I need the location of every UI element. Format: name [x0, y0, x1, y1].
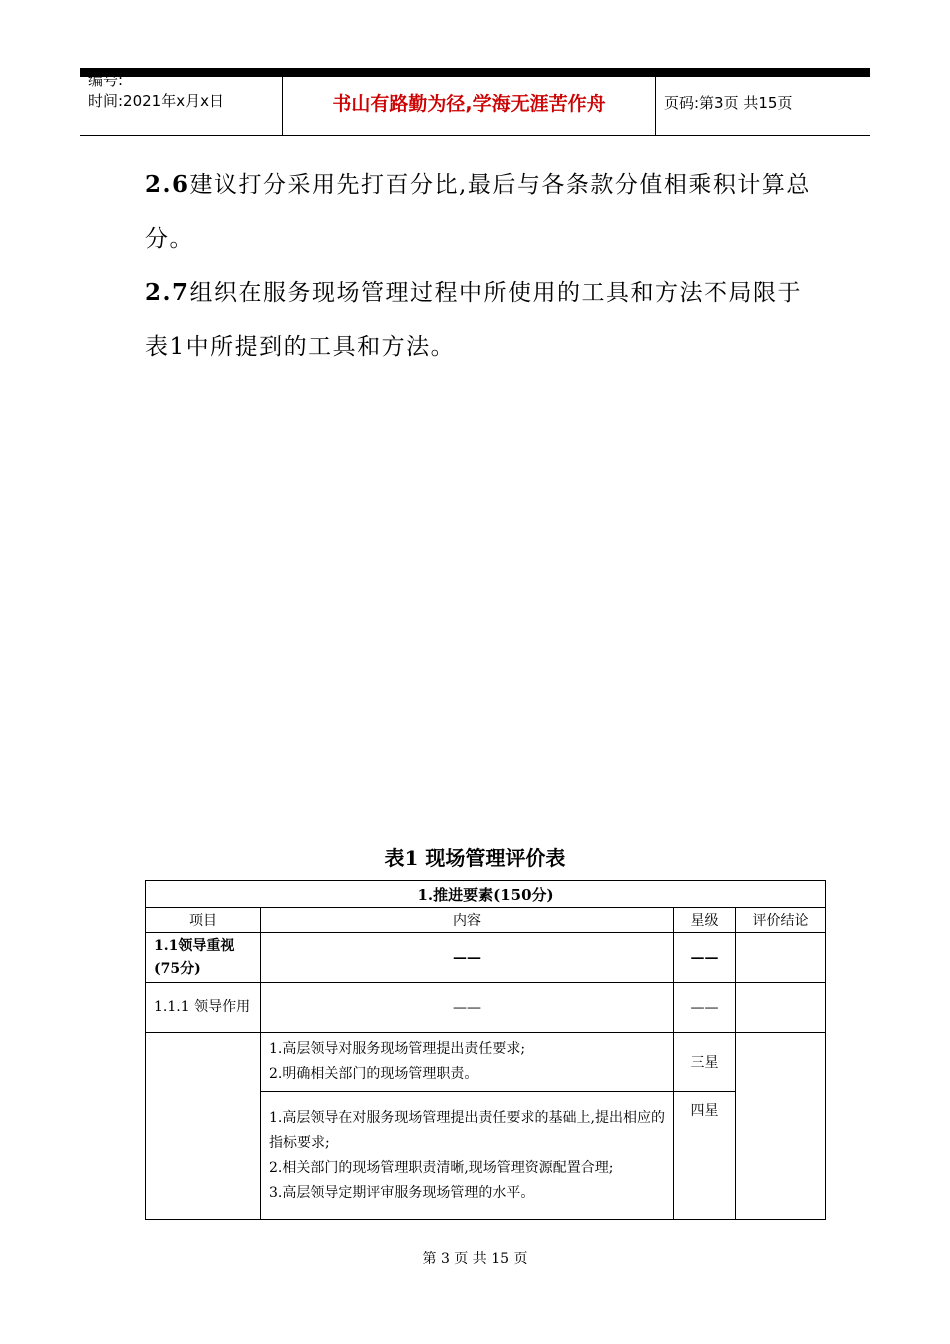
header-divider	[282, 68, 283, 136]
paragraph-text: 组织在服务现场管理过程中所使用的工具和方法不局限于表1中所提到的工具和方法。	[145, 280, 803, 360]
table-header-row	[146, 908, 826, 933]
item-cell	[146, 1033, 261, 1220]
level-cell: 四星	[674, 1092, 736, 1220]
content-line: 2.明确相关部门的现场管理职责。	[269, 1066, 479, 1082]
table-title: 表1 现场管理评价表	[384, 846, 566, 870]
content-line: 2.相关部门的现场管理职责清晰,现场管理资源配置合理;	[269, 1159, 614, 1176]
table-row	[146, 1033, 826, 1092]
conclusion-cell	[736, 983, 826, 1033]
paragraph-2-6	[145, 158, 815, 266]
level-cell: ——	[674, 983, 736, 1033]
code-label: 编号:	[88, 71, 124, 89]
page-footer: 第 3 页 共 15 页	[422, 1251, 528, 1267]
level-cell: 三星	[674, 1033, 736, 1092]
table-row	[146, 881, 826, 908]
item-cell: 1.1领导重视(75分)	[146, 933, 261, 983]
header-item: 项目	[146, 908, 261, 933]
paragraph-2-7	[145, 266, 815, 374]
content-cell	[261, 1033, 674, 1092]
content-line: 1.高层领导对服务现场管理提出责任要求;	[269, 1041, 526, 1057]
table-row	[146, 933, 826, 983]
header-conclusion: 评价结论	[736, 908, 826, 933]
header-content: 内容	[261, 908, 674, 933]
item-cell: 1.1.1 领导作用	[146, 983, 261, 1033]
paragraph-number: 2.7	[145, 279, 190, 306]
paragraph-number: 2.6	[145, 171, 190, 198]
table-row	[146, 983, 826, 1033]
level-cell: ——	[674, 933, 736, 983]
section-title: 1.推进要素(150分)	[146, 881, 826, 908]
content-cell: ——	[261, 983, 674, 1033]
conclusion-cell	[736, 1033, 826, 1220]
content-line: 3.高层领导定期评审服务现场管理的水平。	[269, 1184, 535, 1201]
date-label: 时间:2021年x月x日	[88, 92, 224, 110]
header-motto: 书山有路勤为径,学海无涯苦作舟	[332, 92, 606, 115]
header-page-label: 页码:第3页 共15页	[664, 93, 793, 112]
paragraph-text: 建议打分采用先打百分比,最后与各条款分值相乘积计算总分。	[145, 172, 811, 252]
header-level: 星级	[674, 908, 736, 933]
header-meta	[88, 70, 224, 112]
content-line: 1.高层领导在对服务现场管理提出责任要求的基础上,提出相应的指标要求;	[269, 1109, 665, 1151]
evaluation-table	[145, 880, 826, 1220]
header-divider	[655, 68, 656, 136]
content-cell: ——	[261, 933, 674, 983]
content-cell	[261, 1092, 674, 1220]
conclusion-cell	[736, 933, 826, 983]
